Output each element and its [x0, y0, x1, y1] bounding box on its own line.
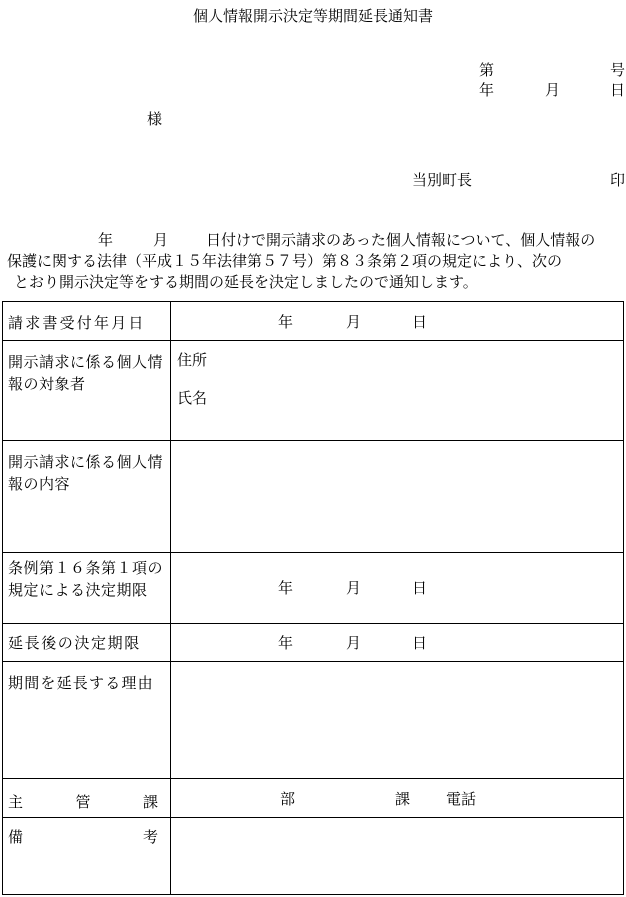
intro-month: 月	[153, 231, 169, 249]
original-deadline-month: 月	[346, 579, 362, 597]
row-subject-person	[3, 341, 624, 441]
original-deadline-year: 年	[278, 579, 294, 597]
seal-mark: 印	[610, 171, 626, 189]
label-remarks: 備 考	[3, 818, 171, 895]
value-subject-person[interactable]	[171, 341, 624, 441]
row-remarks	[3, 818, 624, 895]
value-original-deadline[interactable]	[171, 553, 624, 624]
address-label: 住所	[177, 351, 208, 369]
label-info-content: 開示請求に係る個人情報の内容	[3, 441, 171, 553]
label-extended-deadline: 延長後の決定期限	[3, 624, 171, 662]
document-title: 個人情報開示決定等期間延長通知書	[192, 7, 433, 25]
issue-date-day: 日	[610, 81, 626, 99]
row-extension-reason	[3, 662, 624, 779]
phone-label: 電話	[446, 790, 477, 808]
issuer-name: 当別町長	[412, 171, 473, 189]
document-number-prefix: 第	[479, 61, 495, 79]
row-extended-deadline	[3, 624, 624, 662]
label-subject-person: 開示請求に係る個人情報の対象者	[3, 341, 171, 441]
value-received-date[interactable]	[171, 302, 624, 341]
department-label: 部	[280, 790, 296, 808]
addressee-suffix: 様	[147, 110, 163, 128]
received-day: 日	[412, 313, 428, 331]
name-label: 氏名	[177, 389, 208, 407]
value-remarks[interactable]	[171, 818, 624, 895]
label-received-date: 請求書受付年月日	[3, 302, 171, 341]
row-original-deadline	[3, 553, 624, 624]
issue-date-year: 年	[479, 81, 495, 99]
received-month: 月	[346, 313, 362, 331]
row-info-content	[3, 441, 624, 553]
notice-form-table	[2, 301, 624, 895]
intro-rest: 日付けで開示請求のあった個人情報について、個人情報の	[206, 231, 596, 249]
extended-deadline-month: 月	[346, 634, 362, 652]
label-responsible-section: 主 管 課	[3, 779, 171, 818]
extended-deadline-year: 年	[278, 634, 294, 652]
received-year: 年	[278, 313, 294, 331]
value-info-content[interactable]	[171, 441, 624, 553]
label-original-deadline: 条例第１６条第１項の規定による決定期限	[3, 553, 171, 624]
issue-date-month: 月	[545, 81, 561, 99]
value-extended-deadline[interactable]	[171, 624, 624, 662]
section-label: 課	[395, 790, 411, 808]
row-received-date	[3, 302, 624, 341]
document-number-suffix: 号	[610, 61, 626, 79]
value-responsible-section[interactable]	[171, 779, 624, 818]
original-deadline-day: 日	[412, 579, 428, 597]
row-responsible-section	[3, 779, 624, 818]
value-extension-reason[interactable]	[171, 662, 624, 779]
intro-year: 年	[98, 231, 114, 249]
extended-deadline-day: 日	[412, 634, 428, 652]
label-extension-reason: 期間を延長する理由	[3, 662, 171, 779]
